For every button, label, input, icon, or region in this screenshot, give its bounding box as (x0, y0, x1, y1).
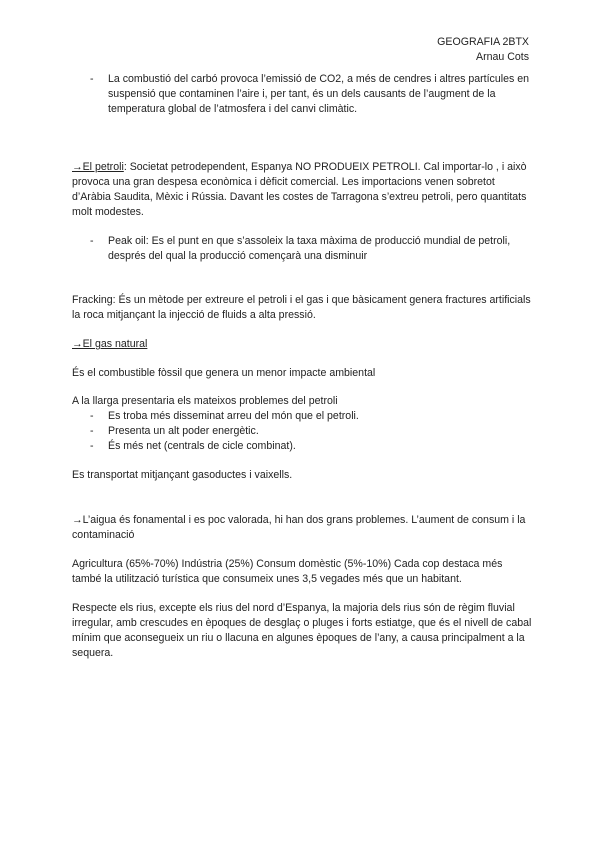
aigua-intro-block (72, 513, 532, 543)
bullet-dash: - (90, 73, 94, 85)
list-item: - Es troba més disseminat arreu del món que el petroli. (90, 410, 359, 422)
gas-problems-intro: A la llarga presentaria els mateixos problemes del petroli (72, 395, 338, 407)
peak-oil-text: Peak oil: Es el punt en que s’assoleix la taxa màxima de producció mundial de petroli, després del qual la producció començarà una disminuir (108, 235, 511, 262)
gas-transport: Es transportat mitjançant gasoductes i vaixells. (72, 469, 293, 481)
gas-intro: És el combustible fòssil que genera un menor impacte ambiental (72, 367, 376, 379)
author-label: Arnau Cots (476, 51, 529, 63)
gas-intro-block (72, 366, 532, 381)
bullet-dash: - (90, 425, 94, 437)
bullet-dash: - (90, 440, 94, 452)
list-item: - És més net (centrals de cicle combinat). (90, 440, 296, 452)
gas-problems-list (72, 409, 532, 454)
gas-title-block (72, 337, 532, 352)
fracking-text: Fracking: És un mètode per extreure el petroli i el gas i que bàsicament genera fractures artificials la roca mitjançant la injecció de fluids a alta pressió. (72, 294, 531, 321)
petroli-title: →El petroli (72, 161, 124, 173)
aigua-rius: Respecte els rius, excepte els rius del nord d’Espanya, la majoria dels rius són de règim fluvial irregular, amb crescudes en èpoques de desglaç o pluges i forts estiatge, que és el nivell de cabal mínim que aconsegueix un riu o llacuna en algunes èpoques de l’any, a causa principalment a la sequera. (72, 602, 532, 659)
carbo-bullet (90, 72, 538, 117)
aigua-intro: →L’aigua és fonamental i es poc valorada, hi han dos grans problemes. L’aument de consum i la contaminació (72, 514, 526, 541)
peak-oil-bullet (90, 234, 538, 264)
fracking-paragraph (72, 293, 532, 323)
gas-problems-block (72, 394, 532, 454)
aigua-usage: Agricultura (65%-70%) Indústria (25%) Consum domèstic (5%-10%) Cada cop destaca més també la utilització turística que consumeix unes 3,5 vegades més que un habitant. (72, 558, 503, 585)
gas-transport-block (72, 468, 532, 483)
petroli-text: : Societat petrodependent, Espanya NO PRODUEIX PETROLI. Cal importar-lo , i això provoca una gran despesa econòmica i dèficit comercial. Les importacions venen sobretot d’Aràbia Saudita, Mèxic i Rússia. Davant les costes de Tarragona s’extreu petroli, pero quantitats molt modestes. (72, 161, 527, 218)
bullet-dash: - (90, 410, 94, 422)
gas-title: →El gas natural (72, 338, 148, 350)
list-item: - Presenta un alt poder energètic. (90, 425, 259, 437)
subject-label: GEOGRAFIA 2BTX (437, 36, 529, 48)
aigua-rius-block (72, 601, 532, 661)
carbo-text: La combustió del carbó provoca l’emissió de CO2, a més de cendres i altres partícules en suspensió que contaminen l’aire i, per tant, és un dels causants de l’augment de la temperatura global de l’atmosfera i del canvi climàtic. (108, 73, 530, 115)
bullet-dash: - (90, 235, 94, 247)
page-header (437, 35, 529, 65)
aigua-usage-block (72, 557, 532, 587)
petroli-paragraph (72, 160, 532, 220)
